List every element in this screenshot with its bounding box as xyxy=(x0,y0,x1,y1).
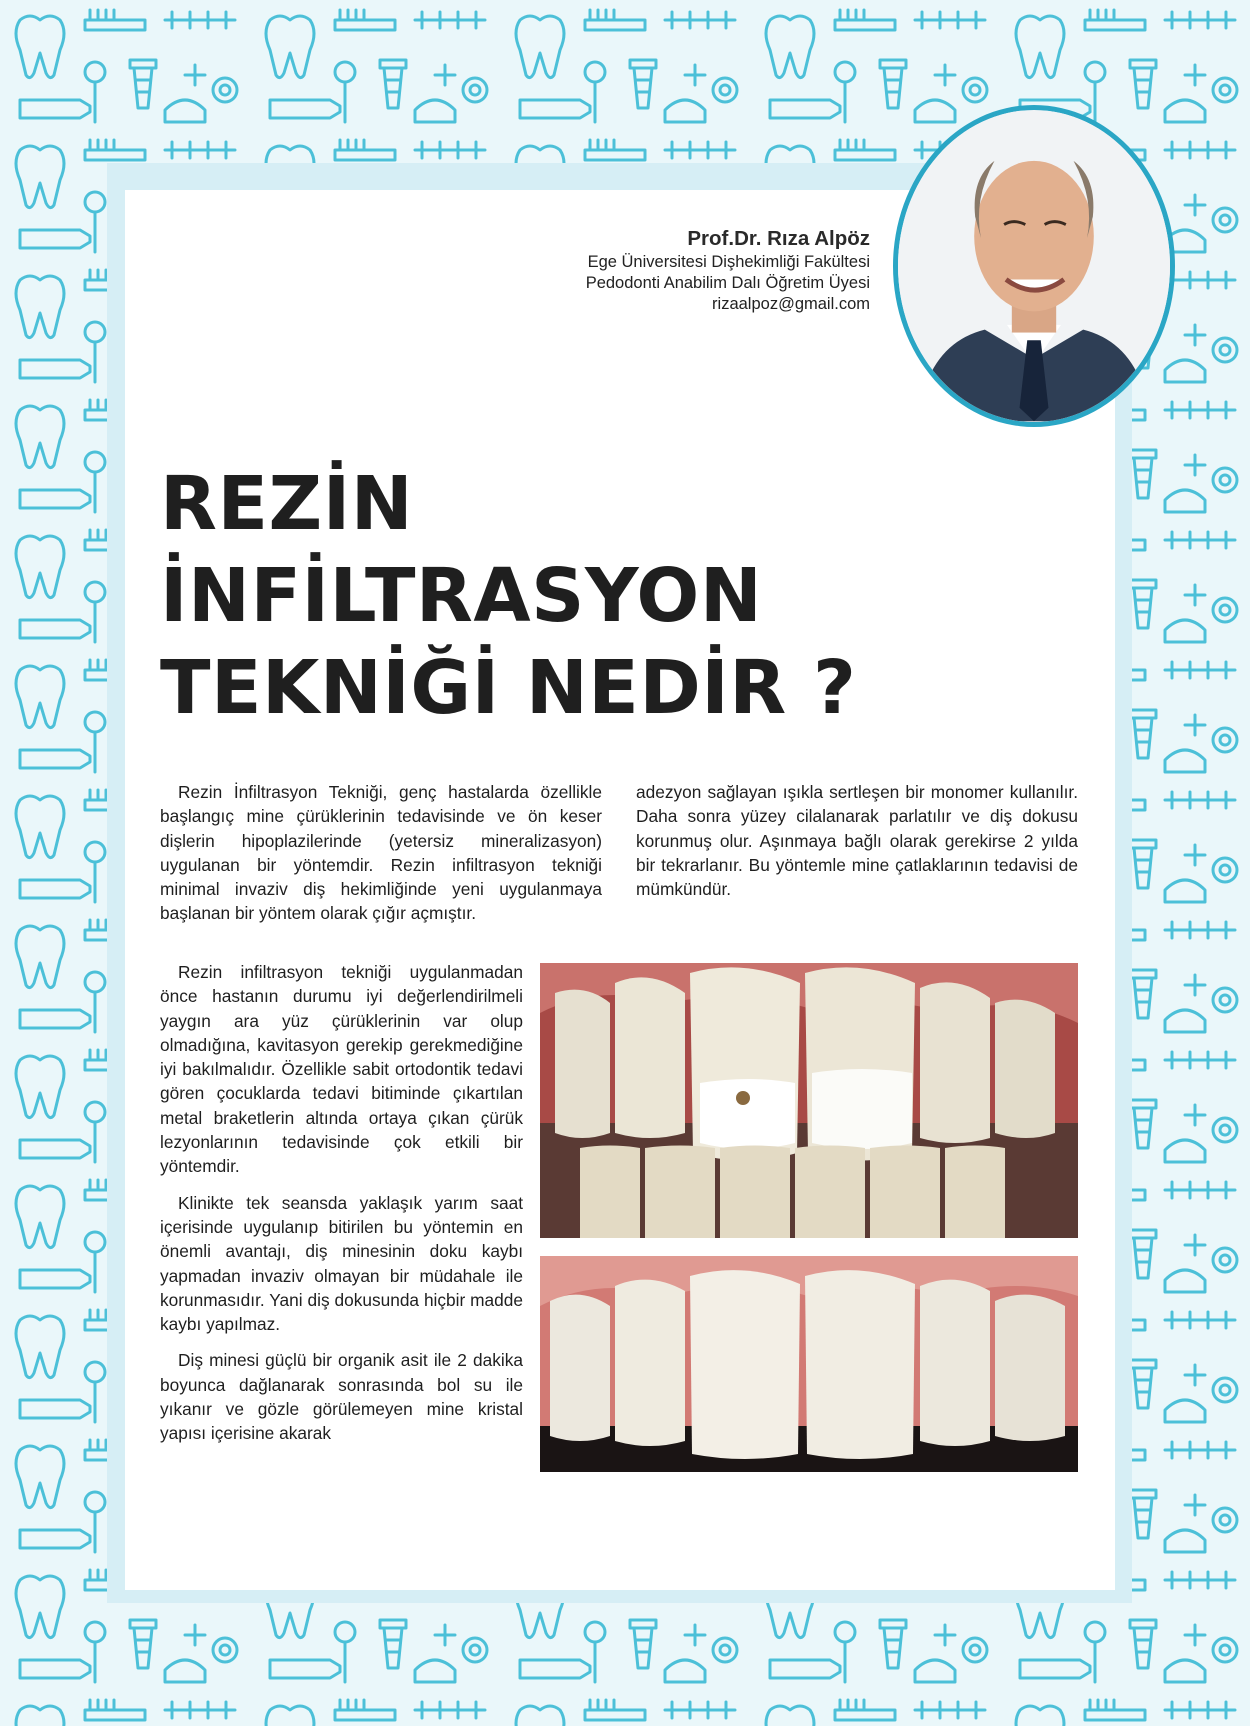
title-line-2: İNFİLTRASYON xyxy=(160,553,763,639)
author-portrait xyxy=(893,105,1175,427)
paragraph-4: Diş minesi güçlü bir organik asit ile 2 dakika boyunca dağlanarak sonrasında bol su ile yıkanır ve gözle görülemeyen mine kristal yapısı içerisine akarak xyxy=(160,1350,523,1444)
author-info xyxy=(480,226,870,315)
paragraph-3: Klinikte tek seansda yaklaşık yarım saat içerisinde uygulanıp bitirilen bu yöntemin en önemli avantajı, diş minesinin doku kaybı yapmadan invaziv olmayan bir müdahale ile korunmasıdır. Yani diş dokusunda hiçbir madde kaybı yapılmaz. xyxy=(160,1192,523,1335)
teeth-after-photo xyxy=(540,1256,1078,1472)
column-left-intro xyxy=(160,780,602,938)
paragraph-2: Rezin infiltrasyon tekniği uygulanmadan önce hastanın durumu iyi değerlendirilmeli yaygın ara yüz çürüklerinin var olup olmadığına, kavitasyon gerekip gerekmediğine iyi bakılmalıdır. Özellikle sabit ortodontik tedavi gören çocuklarda tedavi bitiminde çıkartılan metal braketlerin altında ortaya çıkan çürük lezyonlarının tedavisinde çok etkili bir yöntemdir. xyxy=(160,962,523,1177)
title-line-3: TEKNİĞİ NEDİR ? xyxy=(160,645,857,731)
article-title xyxy=(160,458,860,734)
author-name: Prof.Dr. Rıza Alpöz xyxy=(687,227,870,250)
clinical-photos xyxy=(540,963,1078,1472)
paragraph-5: adezyon sağlayan ışıkla sertleşen bir monomer kullanılır. Daha sonra yüzey cilalanarak parlatılır ve diş dokusu korunmuş olur. Aşınmaya bağlı olarak gerekirse 2 yılda bir tekrarlanır. Bu yöntemle mine çatlaklarının tedavisi de mümkündür. xyxy=(636,782,1078,900)
author-affiliation-department: Pedodonti Anabilim Dalı Öğretim Üyesi xyxy=(585,274,870,292)
column-right-continuation xyxy=(636,780,1078,913)
title-line-1: REZİN xyxy=(160,461,414,547)
teeth-before-photo xyxy=(540,963,1078,1238)
column-left-body xyxy=(160,960,523,1458)
author-affiliation-faculty: Ege Üniversitesi Dişhekimliği Fakültesi xyxy=(587,253,870,271)
paragraph-1: Rezin İnfiltrasyon Tekniği, genç hastalarda özellikle başlangıç mine çürüklerinin tedavisinde ve ön keser dişlerin hipoplazilerinde (yetersiz mineralizasyon) uygulanan bir yöntemdir. Rezin infiltrasyon tekniği minimal invaziv diş hekimliğinde yeni uygulanmaya başlanan bir yöntem olarak çığır açmıştır. xyxy=(160,782,602,924)
author-email: rizaalpoz@gmail.com xyxy=(712,295,870,313)
